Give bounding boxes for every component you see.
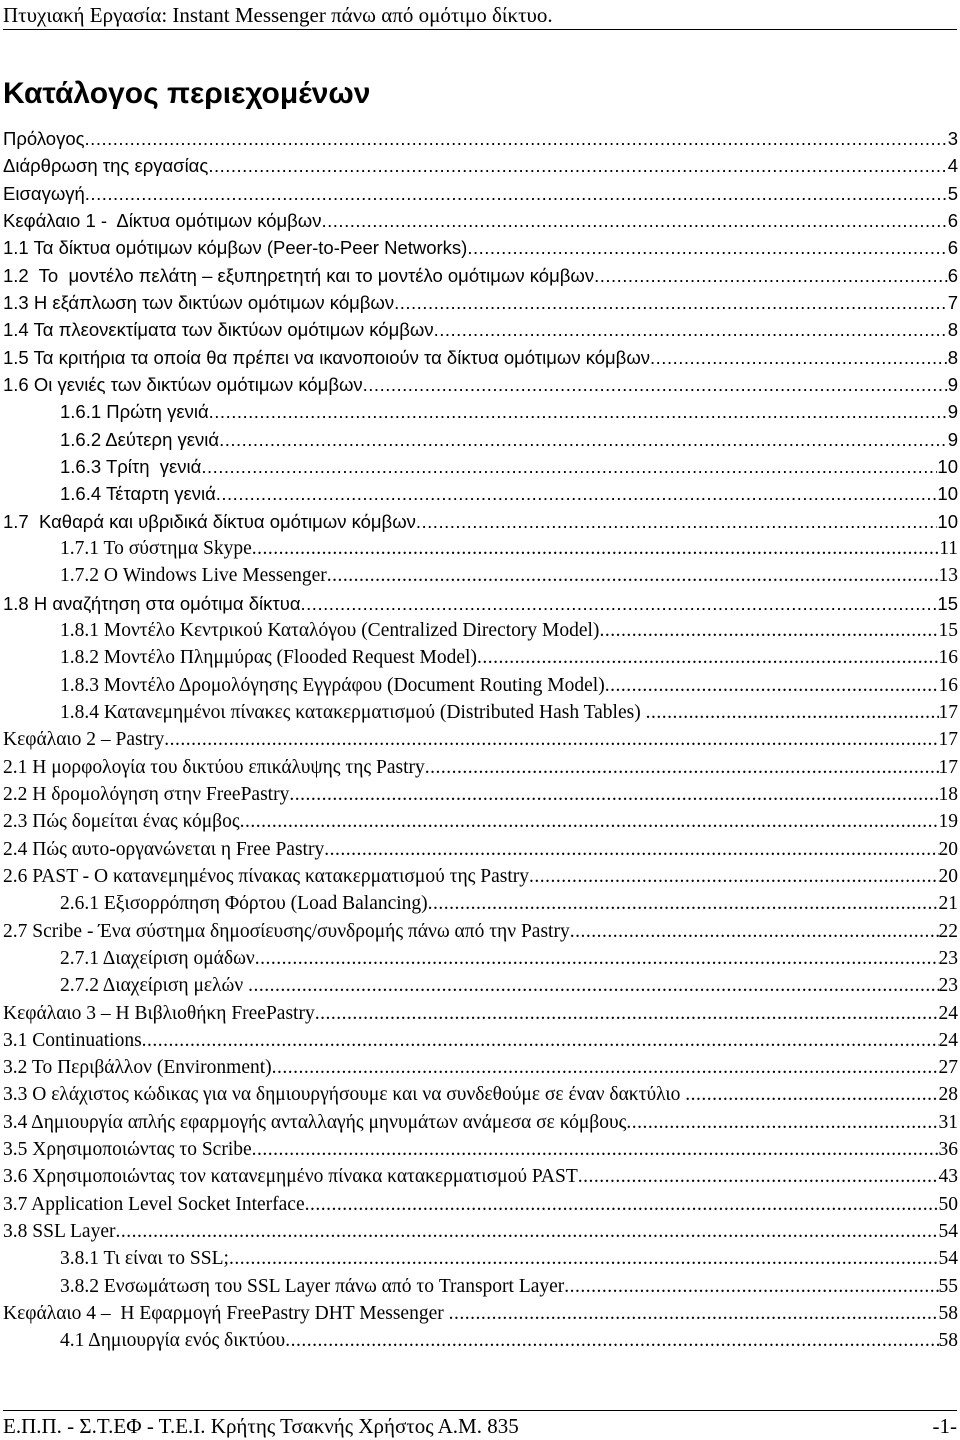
toc-entry-title: 3.2 Το Περιβάλλον (Environment) <box>3 1057 272 1079</box>
toc-title: Κατάλογος περιεχομένων <box>3 77 371 110</box>
toc-entry[interactable] <box>3 726 958 753</box>
toc-entry-page-number: 9 <box>947 373 958 395</box>
toc-entry-page-number: 10 <box>937 483 958 505</box>
toc-entry-page-number: 43 <box>938 1166 958 1188</box>
dot-leader <box>85 180 948 207</box>
toc-entry-title: 3.6 Χρησιμοποιώντας τον κατανεμημένο πίνακα κατακερματισμού PAST <box>3 1166 578 1188</box>
toc-entry-title: 2.3 Πώς δομείται ένας κόμβος <box>3 811 240 833</box>
toc-entry-page-number: 10 <box>937 510 958 532</box>
toc-entry-title: Εισαγωγή <box>3 182 85 204</box>
dot-leader <box>322 207 948 234</box>
toc-entry-title: 1.6.2 Δεύτερη γενιά <box>60 428 220 450</box>
dot-leader <box>599 617 938 644</box>
toc-entry[interactable] <box>3 508 958 535</box>
toc-entry-page-number: 21 <box>938 893 958 915</box>
toc-entry-page-number: 8 <box>947 319 958 341</box>
toc-entry[interactable] <box>3 1273 958 1300</box>
toc-entry-title: 1.8.2 Μοντέλο Πλημμύρας (Flooded Request Model) <box>60 647 477 669</box>
toc-entry-title: Κεφάλαιο 4 – Η Εφαρμογή FreePastry DHT Messenger <box>3 1303 449 1325</box>
toc-entry[interactable] <box>3 234 958 261</box>
page-number: -1- <box>932 1414 957 1438</box>
dot-leader <box>208 152 947 179</box>
toc-entry[interactable] <box>3 863 958 890</box>
toc-entry[interactable] <box>3 644 958 671</box>
dot-leader <box>324 836 938 863</box>
table-of-contents <box>3 125 958 1355</box>
toc-entry[interactable] <box>3 1327 958 1354</box>
dot-leader <box>252 535 939 562</box>
toc-entry-page-number: 17 <box>938 729 958 751</box>
toc-entry[interactable] <box>3 1054 958 1081</box>
dot-leader <box>248 972 938 999</box>
dot-leader <box>229 1245 939 1272</box>
toc-entry-page-number: 6 <box>947 264 958 286</box>
dot-leader <box>252 1136 939 1163</box>
dot-leader <box>626 1109 938 1136</box>
toc-entry[interactable] <box>3 754 958 781</box>
toc-entry-title: 2.2 Η δρομολόγηση στην FreePastry <box>3 783 290 805</box>
dot-leader <box>467 234 947 261</box>
dot-leader <box>363 371 948 398</box>
dot-leader <box>529 863 938 890</box>
dot-leader <box>416 508 938 535</box>
toc-entry-title: 2.6.1 Εξισορρόπηση Φόρτου (Load Balancing) <box>60 893 428 915</box>
toc-entry-page-number: 36 <box>938 1139 958 1161</box>
dot-leader <box>564 1273 938 1300</box>
toc-entry-title: Κεφάλαιο 3 – Η Βιβλιοθήκη FreePastry <box>3 1002 315 1024</box>
toc-entry-page-number: 18 <box>938 783 958 805</box>
dot-leader <box>605 672 939 699</box>
toc-entry-title: Κεφάλαιο 1 - Δίκτυα ομότιμων κόμβων <box>3 209 322 231</box>
toc-entry[interactable] <box>3 918 958 945</box>
dot-leader <box>449 1300 939 1327</box>
toc-entry-title: 1.6.4 Τέταρτη γενιά <box>60 483 216 505</box>
dot-leader <box>255 945 939 972</box>
toc-entry[interactable] <box>3 316 958 343</box>
toc-entry-title: 2.1 Η μορφολογία του δικτύου επικάλυψης της Pastry <box>3 756 425 778</box>
toc-entry[interactable] <box>3 371 958 398</box>
toc-entry-title: 1.4 Τα πλεονεκτίματα των δικτύων ομότιμων κόμβων <box>3 319 434 341</box>
toc-entry-title: 1.8 Η αναζήτηση στα ομότιμα δίκτυα <box>3 592 301 614</box>
toc-entry-page-number: 19 <box>938 811 958 833</box>
toc-entry[interactable] <box>3 1136 958 1163</box>
toc-entry-page-number: 54 <box>938 1248 958 1270</box>
toc-entry-page-number: 23 <box>938 975 958 997</box>
dot-leader <box>646 699 939 726</box>
toc-entry-title: 4.1 Δημιουργία ενός δικτύου <box>60 1330 286 1352</box>
toc-entry[interactable] <box>3 945 958 972</box>
toc-entry[interactable] <box>3 672 958 699</box>
toc-entry-page-number: 9 <box>947 428 958 450</box>
dot-leader <box>327 562 939 589</box>
toc-entry[interactable] <box>3 836 958 863</box>
dot-leader <box>425 754 939 781</box>
dot-leader <box>594 262 948 289</box>
toc-entry-title: 2.7 Scribe - Ένα σύστημα δημοσίευσης/συνδρομής πάνω από την Pastry <box>3 920 570 942</box>
toc-entry-page-number: 15 <box>937 592 958 614</box>
toc-entry[interactable] <box>3 1191 958 1218</box>
dot-leader <box>394 289 948 316</box>
toc-entry-page-number: 15 <box>938 619 958 641</box>
toc-entry-page-number: 50 <box>938 1193 958 1215</box>
toc-entry[interactable] <box>3 590 958 617</box>
toc-entry[interactable] <box>3 1218 958 1245</box>
toc-entry[interactable] <box>3 562 958 589</box>
toc-entry-page-number: 28 <box>938 1084 958 1106</box>
toc-entry-title: 1.5 Τα κριτήρια τα οποία θα πρέπει να ικανοποιούν τα δίκτυα ομότιμων κόμβων <box>3 346 651 368</box>
toc-entry-page-number: 16 <box>938 647 958 669</box>
toc-entry-title: 2.4 Πώς αυτο-οργανώνεται η Free Pastry <box>3 838 325 860</box>
toc-entry-page-number: 5 <box>947 182 958 204</box>
toc-entry-page-number: 17 <box>938 756 958 778</box>
toc-entry-page-number: 54 <box>938 1221 958 1243</box>
page-footer <box>3 1410 957 1438</box>
toc-entry-title: 3.1 Continuations <box>3 1029 142 1051</box>
toc-entry[interactable] <box>3 617 958 644</box>
toc-entry-page-number: 24 <box>938 1002 958 1024</box>
dot-leader <box>434 316 948 343</box>
dot-leader <box>477 644 939 671</box>
dot-leader <box>240 808 939 835</box>
toc-entry-title: 3.7 Application Level Socket Interface <box>3 1193 305 1215</box>
toc-entry[interactable] <box>3 808 958 835</box>
dot-leader <box>285 1327 938 1354</box>
toc-entry-title: Πρόλογος <box>3 128 85 149</box>
toc-entry[interactable] <box>3 699 958 726</box>
toc-entry[interactable] <box>3 398 958 425</box>
toc-entry-page-number: 31 <box>938 1111 958 1133</box>
toc-entry-page-number: 11 <box>939 537 958 559</box>
toc-entry[interactable] <box>3 1245 958 1272</box>
toc-entry[interactable] <box>3 972 958 999</box>
toc-entry-title: 1.8.3 Μοντέλο Δρομολόγησης Εγγράφου (Document Routing Model) <box>60 674 605 696</box>
toc-entry-page-number: 6 <box>947 209 958 231</box>
toc-entry[interactable] <box>3 480 958 507</box>
toc-entry-page-number: 27 <box>938 1057 958 1079</box>
dot-leader <box>164 726 938 753</box>
toc-entry-page-number: 4 <box>947 155 958 177</box>
toc-entry[interactable] <box>3 1163 958 1190</box>
toc-entry-title: 1.8.4 Κατανεμημένοι πίνακες κατακερματισμού (Distributed Hash Tables) <box>60 701 646 723</box>
dot-leader <box>650 344 948 371</box>
toc-entry[interactable] <box>3 180 958 207</box>
toc-entry[interactable] <box>3 1027 958 1054</box>
toc-entry-page-number: 3 <box>947 128 958 149</box>
toc-entry-page-number: 7 <box>947 291 958 313</box>
footer-author-info: Ε.Π.Π. - Σ.Τ.ΕΦ - Τ.Ε.Ι. Κρήτης Τσακνής Χρήστος Α.Μ. 835 <box>3 1414 519 1438</box>
toc-entry[interactable] <box>3 1000 958 1027</box>
toc-entry-page-number: 8 <box>947 346 958 368</box>
toc-entry-title: 3.8 SSL Layer <box>3 1221 116 1243</box>
toc-entry[interactable] <box>3 152 958 179</box>
toc-entry-page-number: 10 <box>937 455 958 477</box>
toc-entry-title: 1.8.1 Μοντέλο Κεντρικού Καταλόγου (Centralized Directory Model) <box>60 619 600 641</box>
dot-leader <box>685 1081 938 1108</box>
toc-entry-title: 3.5 Χρησιμοποιώντας το Scribe <box>3 1139 252 1161</box>
toc-entry-title: 1.3 Η εξάπλωση των δικτύων ομότιμων κόμβων <box>3 291 395 313</box>
toc-entry[interactable] <box>3 426 958 453</box>
toc-entry-title: 3.3 Ο ελάχιστος κώδικας για να δημιουργήσουμε και να συνδεθούμε σε έναν δακτύλιο <box>3 1084 686 1106</box>
toc-entry-title: 1.1 Τα δίκτυα ομότιμων κόμβων (Peer-to-Peer Networks) <box>3 237 468 259</box>
toc-entry-page-number: 58 <box>938 1330 958 1352</box>
dot-leader <box>115 1218 938 1245</box>
dot-leader <box>201 453 937 480</box>
toc-entry-title: 3.8.1 Τι είναι το SSL; <box>60 1248 229 1270</box>
toc-entry[interactable] <box>3 781 958 808</box>
toc-entry-page-number: 20 <box>938 838 958 860</box>
toc-entry[interactable] <box>3 890 958 917</box>
dot-leader <box>85 125 948 152</box>
toc-entry[interactable] <box>3 535 958 562</box>
toc-entry-page-number: 55 <box>938 1275 958 1297</box>
toc-entry-title: Διάρθρωση της εργασίας <box>3 155 209 177</box>
toc-entry-title: 2.7.2 Διαχείριση μελών <box>60 975 249 997</box>
page-header: Πτυχιακή Εργασία: Instant Messenger πάνω από ομότιμο δίκτυο. <box>3 2 957 30</box>
toc-entry-page-number: 6 <box>947 237 958 259</box>
toc-entry-title: 1.6 Οι γενιές των δικτύων ομότιμων κόμβων <box>3 373 363 395</box>
toc-entry-page-number: 9 <box>947 401 958 423</box>
dot-leader <box>301 590 938 617</box>
toc-entry[interactable] <box>3 1081 958 1108</box>
dot-leader <box>272 1054 939 1081</box>
dot-leader <box>209 398 948 425</box>
dot-leader <box>570 918 939 945</box>
toc-entry[interactable] <box>3 1300 958 1327</box>
toc-entry[interactable] <box>3 344 958 371</box>
dot-leader <box>289 781 938 808</box>
dot-leader <box>315 1000 939 1027</box>
toc-entry-page-number: 23 <box>938 947 958 969</box>
toc-entry-title: 1.7.1 Το σύστημα Skype <box>60 537 252 559</box>
toc-entry-title: 3.4 Δημιουργία απλής εφαρμογής ανταλλαγής μηνυμάτων ανάμεσα σε κόμβους <box>3 1111 627 1133</box>
dot-leader <box>428 890 939 917</box>
dot-leader <box>305 1191 939 1218</box>
dot-leader <box>578 1163 939 1190</box>
dot-leader <box>142 1027 939 1054</box>
toc-entry-page-number: 17 <box>938 701 958 723</box>
toc-entry-title: 1.6.1 Πρώτη γενιά <box>60 401 209 423</box>
toc-entry-title: 1.7.2 Ο Windows Live Messenger <box>60 565 327 587</box>
toc-entry-page-number: 16 <box>938 674 958 696</box>
toc-entry-page-number: 22 <box>938 920 958 942</box>
toc-entry-title: 1.2 Το μοντέλο πελάτη – εξυπηρετητή και το μοντέλο ομότιμων κόμβων <box>3 264 595 286</box>
toc-entry[interactable] <box>3 1109 958 1136</box>
toc-entry-title: 1.6.3 Τρίτη γενιά <box>60 455 202 477</box>
dot-leader <box>219 426 948 453</box>
toc-entry-page-number: 24 <box>938 1029 958 1051</box>
toc-entry[interactable] <box>3 453 958 480</box>
toc-entry-title: Κεφάλαιο 2 – Pastry <box>3 729 165 751</box>
toc-entry[interactable] <box>3 262 958 289</box>
toc-entry-title: 2.7.1 Διαχείριση ομάδων <box>60 947 255 969</box>
dot-leader <box>216 480 938 507</box>
toc-entry-page-number: 58 <box>938 1303 958 1325</box>
toc-entry-page-number: 20 <box>938 865 958 887</box>
toc-entry[interactable] <box>3 289 958 316</box>
toc-entry-title: 1.7 Καθαρά και υβριδικά δίκτυα ομότιμων κόμβων <box>3 510 416 532</box>
toc-entry-page-number: 13 <box>938 565 958 587</box>
toc-entry-title: 3.8.2 Ενσωμάτωση του SSL Layer πάνω από το Transport Layer <box>60 1275 565 1297</box>
toc-entry[interactable] <box>3 125 958 152</box>
toc-entry-title: 2.6 PAST - Ο κατανεμημένος πίνακας κατακερματισμού της Pastry <box>3 865 530 887</box>
toc-entry[interactable] <box>3 207 958 234</box>
